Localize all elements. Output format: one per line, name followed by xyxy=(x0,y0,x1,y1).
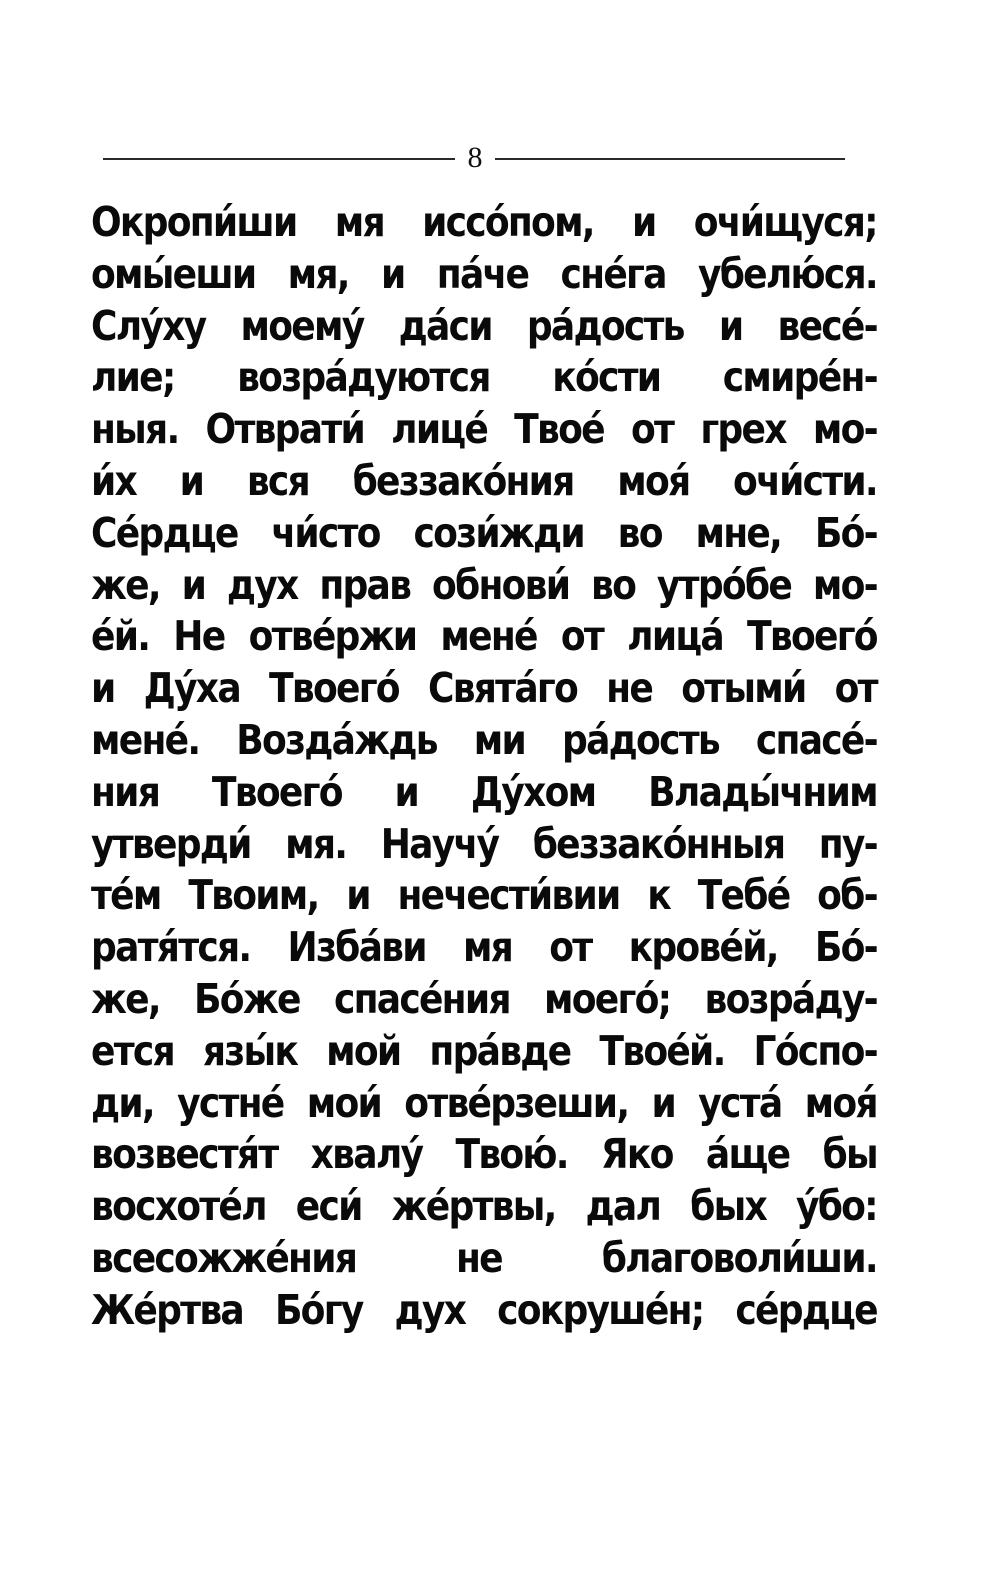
text-line: восхоте́л еси́ же́ртвы, дал быx у́бо: xyxy=(91,1182,877,1231)
text-line: ратя́тся. Изба́ви мя от крове́й, Бо́- xyxy=(91,923,877,972)
text-line: и́х и вся беззако́ния моя́ очи́сти. xyxy=(91,456,877,505)
text-line: Окропи́ши мя иссо́пом, и очи́щуся; xyxy=(91,198,877,246)
header-rule-right xyxy=(495,158,845,160)
text-line: утверди́ мя. Научу́ беззако́нныя пу- xyxy=(91,819,877,868)
text-line: ется язы́к мой пра́вде Твое́й. Го́спо- xyxy=(91,1026,877,1075)
text-line: же, Бо́же спасе́ния моего́; возра́ду- xyxy=(91,974,877,1023)
text-line: омы́еши мя, и па́че сне́га убелю́ся. xyxy=(91,249,877,298)
text-line: возвестя́т хвалу́ Твою́. Яко а́ще бы xyxy=(91,1130,877,1179)
text-line: Се́рдце чи́сто сози́жди во мне, Бо́- xyxy=(91,508,877,557)
header-rule-left xyxy=(103,158,455,160)
text-line: всесожже́ния не благоволи́ши. xyxy=(91,1233,877,1282)
text-line: ди, устне́ мои́ отве́рзеши, и уста́ моя́ xyxy=(91,1078,877,1127)
page-number: 8 xyxy=(467,141,483,174)
text-line: мене́. Возда́ждь ми ра́дость спасе́- xyxy=(91,715,877,764)
text-line: те́м Твоим, и нечести́вии к Тебе́ об- xyxy=(91,871,877,920)
text-line: Слу́ху моему́ да́си ра́дость и весе́- xyxy=(91,301,877,350)
text-line: Же́ртва Бо́гу дух сокруше́н; се́рдце xyxy=(91,1285,877,1334)
text-line: лие; возра́дуются ко́сти смире́н- xyxy=(91,353,877,402)
text-line: же, и дух прав обнови́ во утро́бе мо- xyxy=(91,560,877,609)
prayer-text xyxy=(91,197,877,1337)
text-line: е́й. Не отве́ржи мене́ от лица́ Твоего́ xyxy=(91,612,877,661)
page-header xyxy=(103,138,845,178)
text-line: и Ду́ха Твоего́ Свята́го не отыми́ от xyxy=(91,664,877,713)
text-line: ния Твоего́ и Ду́хом Влады́чним xyxy=(91,767,877,816)
text-line: ныя. Отврати́ лице́ Твое́ от грех мо- xyxy=(91,405,877,454)
